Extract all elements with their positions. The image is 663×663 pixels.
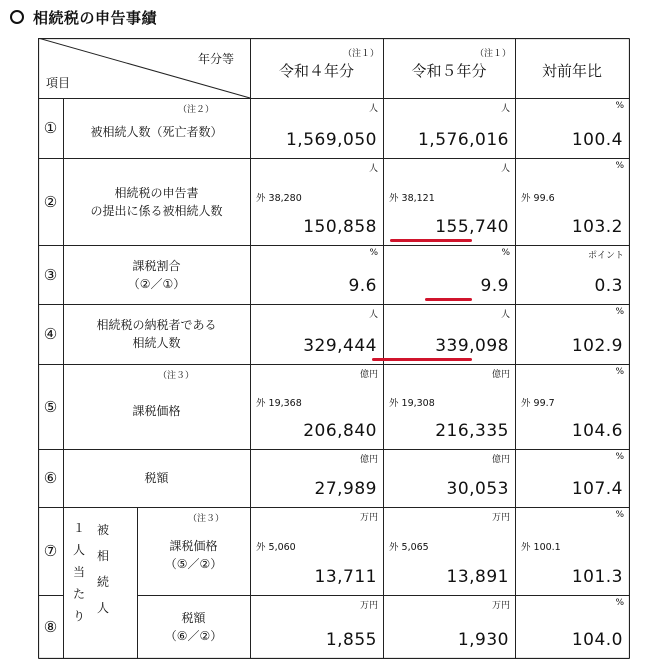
unit-label: % [615, 510, 624, 520]
row-label: 税額 [144, 471, 169, 485]
unit-label: % [369, 248, 378, 258]
unit-label: % [615, 367, 624, 377]
unit-label: 億円 [491, 370, 510, 380]
side-label-char: 当 [72, 565, 85, 579]
outer-value: 外 38,121 [389, 192, 435, 204]
row-label: の提出に係る被相続人数 [90, 203, 223, 218]
side-label-char: り [72, 609, 85, 623]
row-value: 102.9 [571, 336, 623, 356]
tax-filing-table [38, 38, 629, 658]
highlight-underline [372, 358, 472, 361]
header-col-1: 令和４年分 [278, 62, 354, 80]
section-title-text: 相続税の申告事績 [33, 8, 158, 27]
row-label: （⑤／②） [164, 557, 223, 571]
row-number: ⑤ [43, 397, 58, 416]
unit-label: 万円 [359, 601, 378, 611]
section-title [10, 6, 157, 28]
row-label: 相続人数 [132, 336, 181, 350]
row-number: ① [43, 119, 58, 137]
unit-label: 人 [500, 310, 510, 320]
row-value: 216,335 [435, 421, 509, 441]
row-value: 1,855 [325, 630, 377, 650]
side-label-char: た [72, 587, 85, 601]
unit-label: 万円 [491, 513, 510, 523]
unit-label: ポイント [587, 251, 624, 261]
row-value: 0.3 [594, 276, 623, 296]
row-value: 27,989 [314, 479, 377, 499]
header-col-2: 令和５年分 [411, 62, 487, 80]
outer-value: 外 5,065 [389, 542, 429, 553]
row-label: 相続税の納税者である [96, 318, 217, 332]
row-number: ⑧ [43, 617, 58, 636]
row-value: 30,053 [446, 479, 509, 499]
circle-bullet-icon [10, 10, 24, 24]
row-value: 104.0 [571, 630, 623, 650]
row-value: 107.4 [571, 479, 623, 499]
side-label-char: 相 [96, 549, 109, 563]
row-value: 101.3 [571, 567, 623, 587]
row-note: （注３） [188, 514, 225, 524]
row-number: ④ [43, 325, 58, 343]
outer-value: 外 19,368 [256, 397, 302, 409]
row-label: 相続税の申告書 [114, 185, 199, 200]
unit-label: 人 [500, 104, 510, 114]
header-year-label: 年分等 [198, 52, 235, 66]
row-label: （⑥／②） [164, 628, 223, 643]
row-value: 339,098 [435, 336, 509, 356]
unit-label: % [501, 248, 510, 258]
row-value: 1,569,050 [285, 130, 377, 150]
highlight-underline [425, 298, 472, 301]
row-number: ⑥ [43, 469, 58, 487]
row-value: 1,930 [457, 630, 509, 650]
unit-label: 万円 [491, 601, 510, 611]
side-label-char: 人 [96, 601, 109, 615]
row-value: 13,711 [314, 567, 377, 587]
side-label-char: １ [72, 521, 85, 535]
unit-label: 人 [368, 310, 378, 320]
row-value: 329,444 [303, 336, 377, 356]
unit-label: 億円 [491, 455, 510, 465]
header-note-1: （注１） [343, 49, 380, 59]
row-value: 9.6 [348, 276, 377, 296]
row-label: 課税割合 [132, 258, 181, 273]
unit-label: 億円 [359, 370, 378, 380]
header-item-label: 項目 [46, 76, 71, 90]
row-label: 課税価格 [169, 539, 218, 553]
outer-value: 外 100.1 [521, 542, 561, 553]
unit-label: % [615, 307, 624, 317]
row-label: （②／①） [127, 276, 186, 291]
unit-label: % [615, 101, 624, 111]
row-label: 課税価格 [132, 403, 181, 418]
row-number: ② [43, 192, 58, 211]
side-label-char: 続 [96, 575, 109, 589]
row-value: 206,840 [303, 421, 377, 441]
row-value: 13,891 [446, 567, 509, 587]
row-value: 103.2 [571, 217, 623, 237]
unit-label: 人 [500, 164, 510, 174]
side-label-char: 人 [72, 543, 85, 557]
row-note: （注３） [158, 371, 195, 381]
unit-label: 万円 [359, 513, 378, 523]
highlight-underline [390, 239, 472, 242]
outer-value: 外 99.7 [521, 397, 555, 409]
header-note-2: （注１） [475, 49, 512, 59]
row-label: 被相続人数（死亡者数） [90, 125, 223, 139]
row-value: 150,858 [303, 217, 377, 237]
unit-label: % [615, 598, 624, 608]
unit-label: 億円 [359, 455, 378, 465]
outer-value: 外 19,308 [389, 397, 435, 409]
unit-label: 人 [368, 104, 378, 114]
row-number: ⑦ [43, 542, 58, 560]
outer-value: 外 5,060 [256, 542, 296, 553]
row-value: 155,740 [435, 217, 509, 237]
row-label: 税額 [181, 610, 206, 625]
outer-value: 外 99.6 [521, 192, 555, 204]
row-value: 1,576,016 [417, 130, 509, 150]
outer-value: 外 38,280 [256, 192, 302, 204]
unit-label: 人 [368, 164, 378, 174]
unit-label: % [615, 161, 624, 171]
row-value: 100.4 [571, 130, 623, 150]
header-col-3: 対前年比 [541, 62, 602, 80]
row-note: （注２） [178, 105, 215, 115]
side-label-char: 被 [96, 523, 109, 537]
row-value: 9.9 [480, 276, 509, 296]
unit-label: % [615, 452, 624, 462]
row-number: ③ [43, 265, 58, 284]
row-value: 104.6 [571, 421, 623, 441]
